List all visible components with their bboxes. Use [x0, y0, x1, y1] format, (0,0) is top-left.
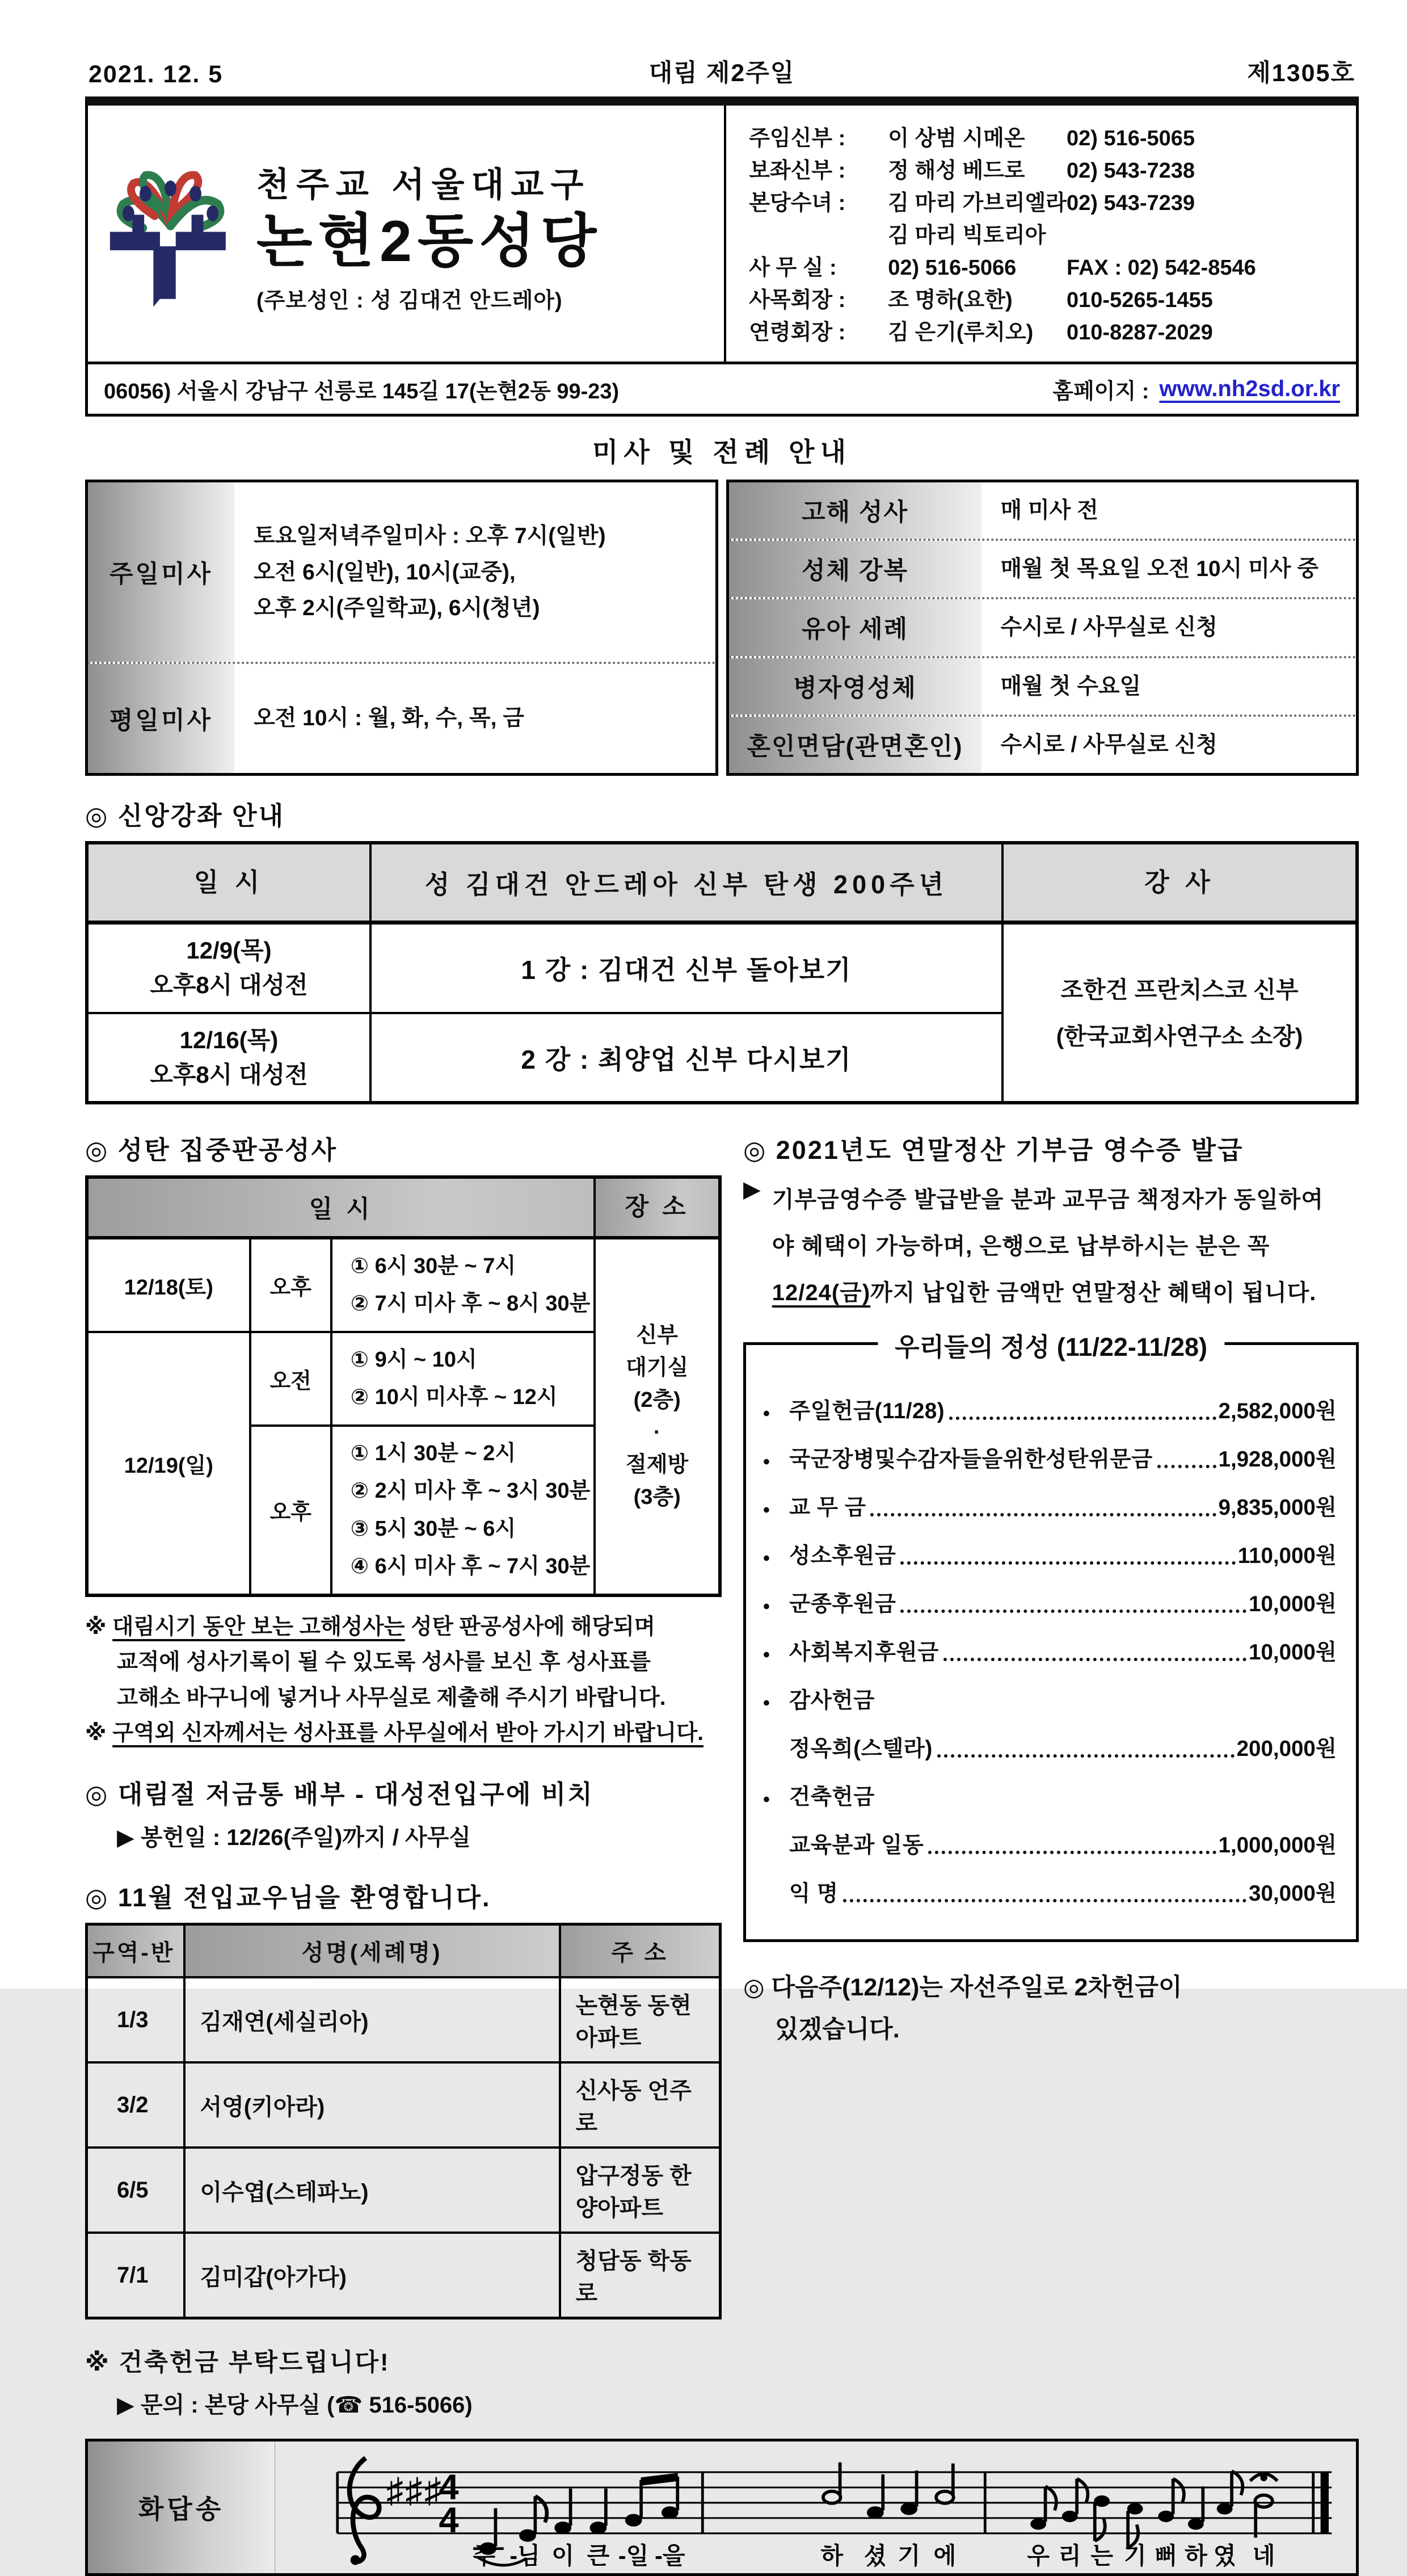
newcomers-col-addr: 주 소	[560, 1924, 721, 1978]
confession-date: 12/18(토)	[87, 1238, 250, 1332]
svg-text:기: 기	[1123, 2543, 1147, 2570]
right-column	[743, 1121, 1359, 2050]
contact-phone: FAX : 02) 542-8546	[1067, 256, 1256, 280]
offerings-title: 우리들의 정성 (11/22-11/28)	[878, 1326, 1224, 1363]
rite-row	[729, 539, 1357, 597]
receipt-heading: ◎ 2021년도 연말정산 기부금 영수증 발급	[743, 1136, 1244, 1165]
lecture-heading: ◎ 신앙강좌 안내	[85, 801, 285, 830]
offering-row: • 사회복지후원금 10,000원	[763, 1640, 1337, 1666]
svg-text:리: 리	[1058, 2543, 1081, 2570]
confession-ampm: 오전	[250, 1332, 331, 1426]
contact-role: 보좌신부 :	[749, 159, 846, 183]
rite-row	[729, 715, 1357, 773]
contact-role: 주임신부 :	[749, 127, 846, 150]
confession-ampm: 오후	[250, 1238, 331, 1332]
confession-time: ② 10시 미사후 ~ 12시	[350, 1385, 558, 1410]
rite-label: 성체 강복	[729, 541, 981, 597]
offering-row: • 성소후원금 110,000원	[763, 1544, 1337, 1570]
responsorial-label: 화답송	[88, 2441, 275, 2573]
issue-date: 2021. 12. 5	[89, 61, 224, 88]
svg-text:-일: -일	[618, 2543, 649, 2570]
responsorial-box	[85, 2439, 1359, 2576]
contact-row	[749, 220, 1339, 252]
weekday-mass-line: 오전 10시 : 월, 화, 수, 목, 금	[254, 706, 524, 731]
svg-text:는: 는	[1090, 2543, 1114, 2570]
contact-name: 정 해성 베드로	[888, 159, 1025, 183]
contact-role: 본당수녀 :	[749, 191, 846, 215]
time-signature-bottom: 4	[439, 2501, 459, 2541]
contact-name: 김 마리 빅토리아	[888, 224, 1046, 247]
rite-label: 고해 성사	[729, 482, 981, 539]
svg-text:우: 우	[1027, 2543, 1050, 2570]
weekday-mass-row	[88, 662, 715, 773]
contact-row	[749, 317, 1339, 349]
confession-row	[87, 1238, 720, 1332]
confession-ampm: 오후	[250, 1426, 331, 1595]
confession-heading: ◎ 성탄 집중판공성사	[85, 1136, 338, 1165]
newcomers-heading: ◎ 11월 전입교우님을 환영합니다.	[85, 1883, 491, 1913]
sunday-mass-line: 토요일저녁주일미사 : 오후 7시(일반)	[254, 524, 606, 549]
contact-list	[726, 106, 1356, 362]
mass-section-title: 미사 및 전례 안내	[592, 437, 852, 467]
lecture-speaker-title: (한국교회사연구소 소장)	[1056, 1023, 1303, 1049]
lecture-col-datetime: 일 시	[87, 843, 370, 923]
offering-row: 교육분과 일동 1,000,000원	[789, 1833, 1337, 1858]
receipt-body: ▶ 기부금영수증 발급받을 분과 교무금 책정자가 동일하여야 혜택이 가능하며, 은행으로 납부하시는 분은 꼭 12/24(금)까지 납입한 금액만 연말정산 혜택이 됩니다.	[743, 1176, 1359, 1316]
contact-row	[749, 155, 1339, 187]
confession-time: ① 1시 30분 ~ 2시	[350, 1441, 516, 1465]
confession-time: ② 7시 미사 후 ~ 8시 30분	[350, 1292, 591, 1316]
confession-col-place: 장 소	[595, 1177, 720, 1238]
confession-notes	[85, 1610, 722, 1751]
building-contact: ▶ 문의 : 본당 사무실 (☎ 516-5066)	[117, 2393, 473, 2418]
charity-note: ◎ 다음주(12/12)는 자선주일로 2차헌금이 있겠습니다.	[743, 1974, 1182, 2043]
rite-row	[729, 597, 1357, 655]
rite-value: 수시로 / 사무실로 신청	[1000, 615, 1218, 640]
confession-note: 고해소 바구니에 넣거나 사무실로 제출해 주시기 바랍니다.	[117, 1685, 666, 1710]
rite-value: 수시로 / 사무실로 신청	[1000, 732, 1218, 757]
svg-text:네: 네	[1252, 2543, 1275, 2570]
rites-table	[726, 480, 1359, 776]
left-column	[85, 1121, 722, 2419]
rite-value: 매월 첫 수요일	[1000, 674, 1141, 699]
weekday-mass-label: 평일미사	[88, 664, 234, 773]
patron-line: (주보성인 : 성 김대건 안드레아)	[256, 288, 563, 313]
svg-text:하: 하	[820, 2543, 844, 2570]
lecture-topic: 1 강 : 김대건 신부 돌아보기	[370, 922, 1002, 1012]
mass-tables	[85, 480, 1359, 776]
contact-name: 조 명하(요한)	[888, 288, 1013, 312]
svg-text:뻐: 뻐	[1155, 2543, 1178, 2570]
contact-name: 02) 516-5066	[888, 256, 1017, 280]
key-signature: ♯♯♯	[386, 2471, 444, 2510]
building-note: ※ 건축헌금 부탁드립니다!	[85, 2349, 390, 2377]
piggy-subline: ▶ 봉헌일 : 12/26(주일)까지 / 사무실	[117, 1825, 471, 1851]
page-header	[85, 54, 1359, 96]
offerings-box	[743, 1333, 1359, 1942]
contact-phone: 02) 543-7239	[1067, 191, 1195, 215]
lecture-col-speaker: 강 사	[1002, 843, 1357, 923]
confession-col-datetime: 일 시	[87, 1177, 595, 1238]
rite-value: 매 미사 전	[1000, 498, 1098, 523]
lecture-date: 12/9(목)	[186, 936, 272, 964]
contact-phone	[1067, 220, 1339, 252]
svg-text:-님: -님	[509, 2543, 540, 2570]
music-staff	[275, 2441, 1356, 2573]
confession-time: ③ 5시 30분 ~ 6시	[350, 1516, 516, 1541]
offering-row: • 건축헌금	[763, 1785, 875, 1811]
contact-role: 사목회장 :	[749, 288, 846, 312]
confession-date: 12/19(일)	[87, 1332, 250, 1595]
contact-name: 김 마리 가브리엘라	[888, 191, 1067, 215]
lecture-row	[87, 922, 1357, 1012]
lecture-table	[85, 841, 1359, 1105]
contact-row	[749, 187, 1339, 220]
contact-phone: 010-5265-1455	[1067, 288, 1213, 312]
confession-note: ※ 대림시기 동안 보는 고해성사는 성탄 판공성사에 해당되며	[85, 1614, 655, 1639]
homepage-link[interactable]: www.nh2sd.or.kr	[1159, 376, 1340, 401]
rite-label: 혼인면담(관면혼인)	[729, 717, 981, 773]
svg-text:에: 에	[933, 2543, 957, 2570]
lecture-place: 오후8시 대성전	[150, 1061, 308, 1088]
svg-text:큰: 큰	[587, 2543, 610, 2570]
masthead-identity	[88, 106, 726, 362]
rite-label: 유아 세례	[729, 599, 981, 655]
contact-row	[749, 252, 1339, 284]
offering-row: • 국군장병및수감자들을위한성탄위문금 1,928,000원	[763, 1447, 1337, 1473]
newcomers-col-name: 성명(세례명)	[184, 1924, 560, 1978]
offering-row: • 감사헌금	[763, 1688, 875, 1714]
contact-name: 김 은기(루치오)	[888, 321, 1034, 344]
confession-time: ① 6시 30분 ~ 7시	[350, 1254, 516, 1278]
contact-role: 연령회장 :	[749, 321, 846, 344]
homepage-label: 홈페이지 :	[1052, 380, 1149, 404]
contact-role	[749, 220, 888, 252]
newcomers-table	[85, 1923, 722, 2319]
confession-time: ④ 6시 미사 후 ~ 7시 30분	[350, 1554, 591, 1579]
svg-text:였: 였	[1213, 2543, 1236, 2570]
contact-phone: 02) 543-7238	[1067, 159, 1195, 183]
time-signature-top: 4	[439, 2468, 459, 2508]
sunday-mass-line: 오후 2시(주일학교), 6시(청년)	[254, 595, 540, 620]
svg-text:이: 이	[551, 2543, 575, 2570]
sunday-mass-line: 오전 6시(일반), 10시(교중),	[254, 560, 516, 585]
rite-row	[729, 482, 1357, 539]
contact-phone: 02) 516-5065	[1067, 127, 1195, 150]
sunday-mass-label: 주일미사	[88, 482, 234, 662]
treble-clef-icon	[349, 2458, 379, 2565]
contact-phone: 010-8287-2029	[1067, 321, 1213, 344]
newcomer-row: 7/1 김미갑(아가다) 청담동 학동로	[87, 2233, 721, 2318]
confession-note: ※ 구역외 신자께서는 성사표를 사무실에서 받아 가시기 바랍니다.	[85, 1721, 704, 1745]
lecture-speaker: 조한건 프란치스코 신부	[1060, 976, 1299, 1003]
rite-label: 병자영성체	[729, 658, 981, 715]
svg-text:하: 하	[1184, 2543, 1207, 2570]
svg-text:기: 기	[898, 2543, 921, 2570]
offering-row: 익 명 30,000원	[789, 1881, 1337, 1906]
arrow-marker-icon: ▶	[743, 1177, 761, 1203]
confession-time: ② 2시 미사 후 ~ 3시 30분	[350, 1479, 591, 1503]
rite-row	[729, 656, 1357, 715]
newcomer-row: 3/2 서영(키아라) 신사동 언주로	[87, 2062, 721, 2148]
contact-name: 이 상범 시메온	[888, 127, 1025, 150]
newcomer-row: 6/5 이수엽(스테파노) 압구정동 한양아파트	[87, 2148, 721, 2233]
mass-times-table	[85, 480, 718, 776]
lecture-date: 12/16(목)	[179, 1026, 279, 1053]
lyrics	[473, 2543, 1275, 2569]
music-staff-svg	[283, 2445, 1348, 2573]
confession-place: 신부 대기실 (2층) · 절제방 (3층)	[595, 1238, 720, 1595]
lecture-place: 오후8시 대성전	[150, 971, 308, 998]
confession-note: 교적에 성사기록이 될 수 있도록 성사를 보신 후 성사표를	[117, 1650, 651, 1675]
confession-time: ① 9시 ~ 10시	[350, 1347, 477, 1372]
bulletin-title: 대림 제2주일	[648, 60, 795, 87]
address-line: 06056) 서울시 강남구 선릉로 145길 17(논현2동 99-23)	[104, 380, 620, 404]
lecture-topic: 2 강 : 최양업 신부 다시보기	[370, 1013, 1002, 1103]
piggy-heading: ◎ 대림절 저금통 배부 - 대성전입구에 비치	[85, 1780, 594, 1809]
newcomers-col-zone: 구역-반	[87, 1924, 184, 1978]
issue-number: 제1305호	[1247, 60, 1355, 87]
newcomer-row: 1/3 김재연(세실리아) 논현동 동현아파트	[87, 1977, 721, 2062]
church-logo-icon	[104, 163, 237, 308]
offering-row: • 군종후원금 10,000원	[763, 1592, 1337, 1618]
diocese-name: 천주교 서울대교구	[256, 166, 591, 204]
rite-value: 매월 첫 목요일 오전 10시 미사 중	[1000, 557, 1318, 582]
offering-row: • 교 무 금 9,835,000원	[763, 1495, 1337, 1522]
offering-row: • 주일헌금(11/28) 2,582,000원	[763, 1399, 1337, 1425]
confession-table	[85, 1175, 722, 1597]
contact-row	[749, 284, 1339, 317]
sunday-mass-row	[88, 482, 715, 662]
church-name: 논현2동성당	[256, 209, 603, 274]
offering-row: 정옥희(스텔라) 200,000원	[789, 1737, 1337, 1762]
svg-text:-을: -을	[655, 2543, 685, 2570]
contact-row	[749, 123, 1339, 155]
masthead	[85, 96, 1359, 417]
contact-role: 사 무 실 :	[749, 256, 837, 280]
lecture-col-topic: 성 김대건 안드레아 신부 탄생 200주년	[370, 843, 1002, 923]
svg-text:주: 주	[473, 2543, 496, 2570]
svg-text:셨: 셨	[863, 2543, 887, 2570]
address-band	[88, 362, 1356, 414]
